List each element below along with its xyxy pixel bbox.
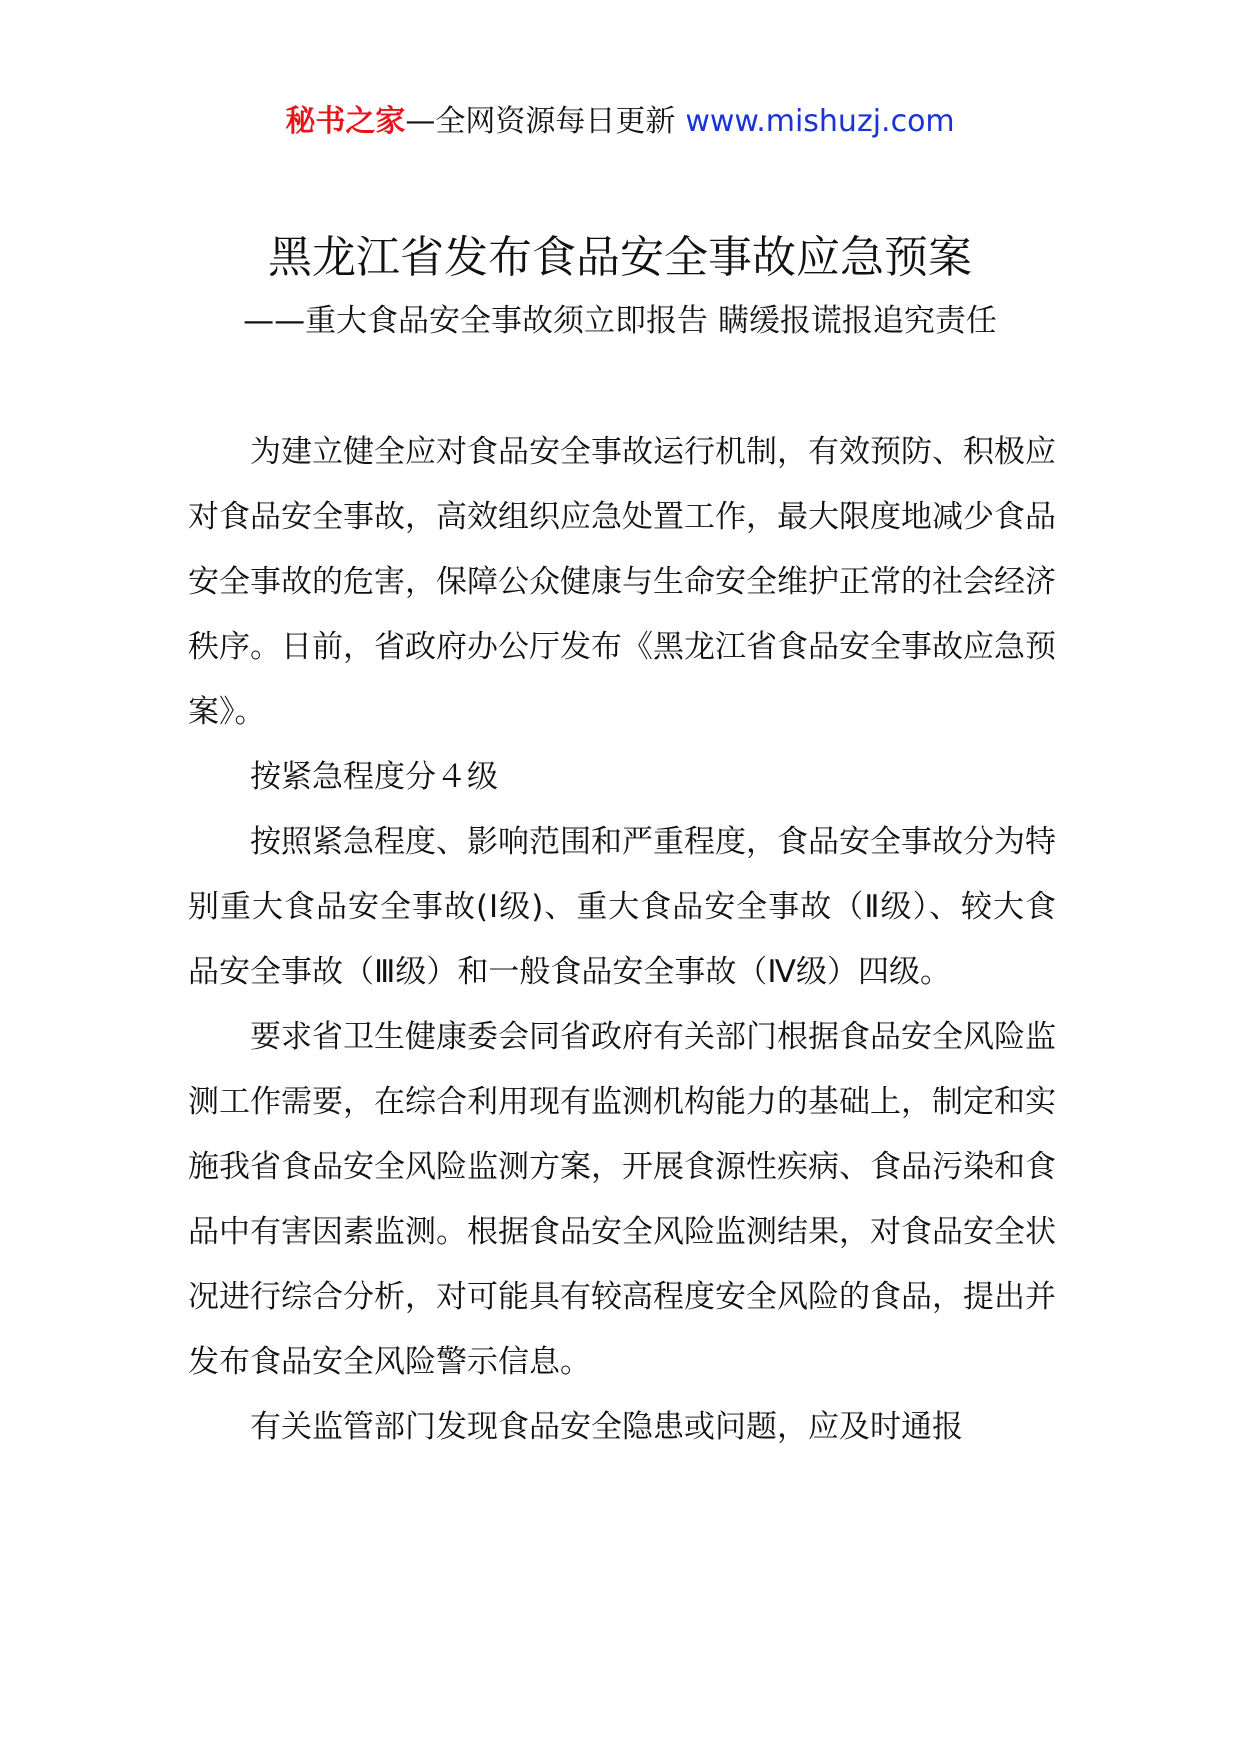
section-heading-levels: 按紧急程度分４级 bbox=[250, 759, 498, 795]
document-body bbox=[188, 420, 1056, 1460]
document-subtitle: ——重大食品安全事故须立即报告 瞒缓报谎报追究责任 bbox=[243, 303, 997, 339]
site-url-link[interactable]: www.mishuzj.com bbox=[685, 104, 955, 139]
site-brand: 秘书之家 bbox=[285, 104, 406, 139]
paragraph-reporting: 有关监管部门发现食品安全隐患或问题，应及时通报 bbox=[250, 1409, 963, 1445]
paragraph-intro: 为建立健全应对食品安全事故运行机制，有效预防、积极应对食品安全事故，高效组织应急处置工作，最大限度地减少食品安全事故的危害，保障公众健康与生命安全维护正常的社会经济秩序。日前，省政府办公厅发布《黑龙江省食品安全事故应急预案》。 bbox=[188, 434, 1056, 730]
site-header bbox=[0, 100, 1240, 144]
document-title: 黑龙江省发布食品安全事故应急预案 bbox=[268, 232, 972, 283]
paragraph-levels: 按照紧急程度、影响范围和严重程度，食品安全事故分为特别重大食品安全事故(Ⅰ级)、重大食品安全事故（Ⅱ级）、较大食品安全事故（Ⅲ级）和一般食品安全事故（Ⅳ级）四级。 bbox=[188, 824, 1056, 990]
paragraph-monitoring: 要求省卫生健康委会同省政府有关部门根据食品安全风险监测工作需要，在综合利用现有监测机构能力的基础上，制定和实施我省食品安全风险监测方案，开展食源性疾病、食品污染和食品中有害因素监测。根据食品安全风险监测结果，对食品安全状况进行综合分析，对可能具有较高程度安全风险的食品，提出并发布食品安全风险警示信息。 bbox=[188, 1019, 1056, 1380]
site-tagline: —全网资源每日更新 bbox=[405, 104, 676, 139]
